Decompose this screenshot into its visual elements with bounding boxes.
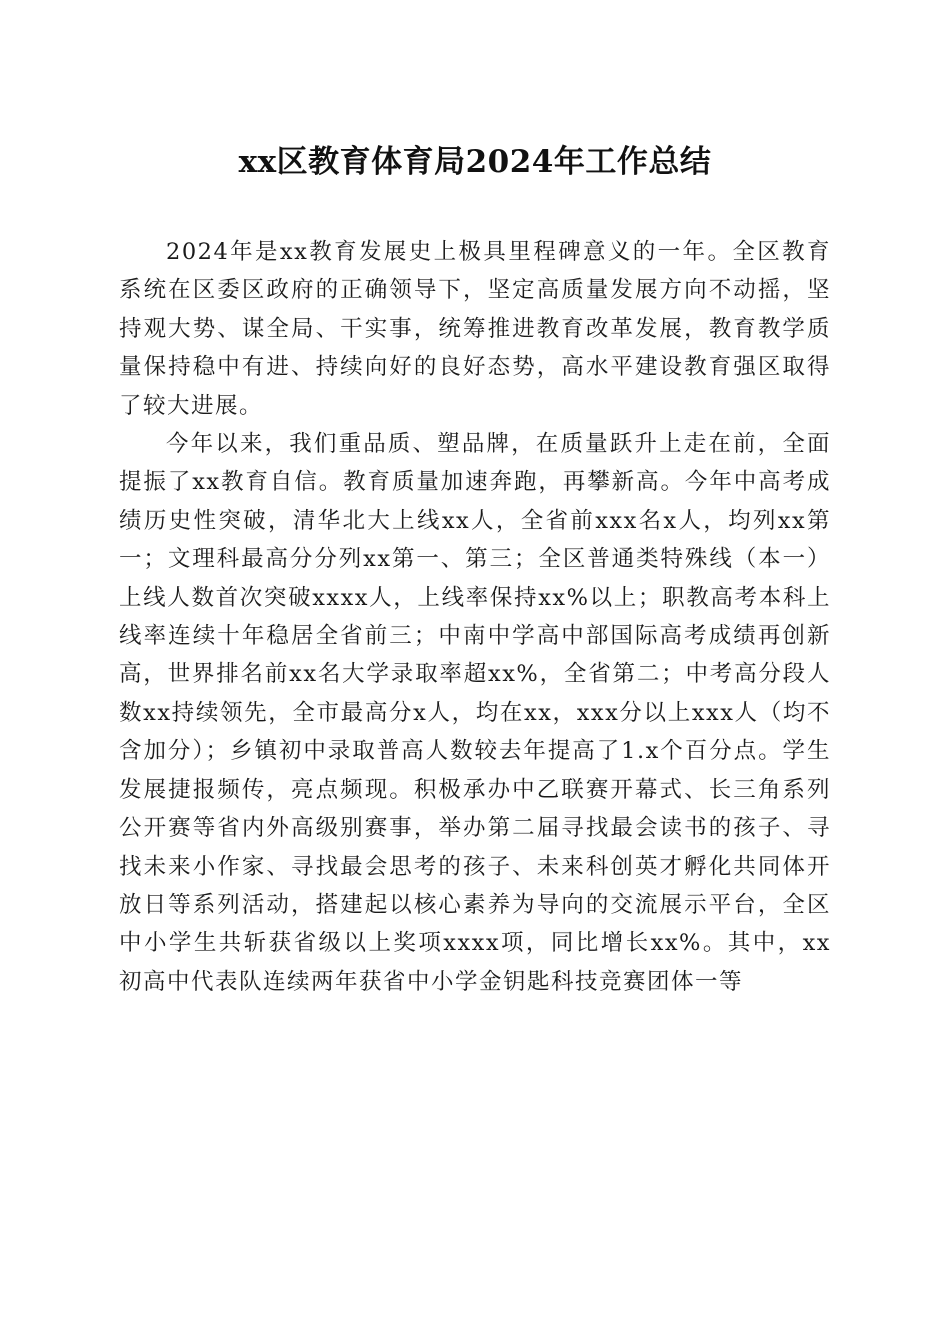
- paragraph-intro: 2024年是xx教育发展史上极具里程碑意义的一年。全区教育系统在区委区政府的正确领导下，坚定高质量发展方向不动摇，坚持观大势、谋全局、干实事，统筹推进教育改革发展，教育教学质量保持稳中有进、持续向好的良好态势，高水平建设教育强区取得了较大进展。: [119, 239, 831, 419]
- document-title: xx区教育体育局2024年工作总结: [238, 144, 712, 180]
- document-body: [119, 233, 831, 1001]
- paragraph-achievements: 今年以来，我们重品质、塑品牌，在质量跃升上走在前，全面提振了xx教育自信。教育质量加速奔跑，再攀新高。今年中高考成绩历史性突破，清华北大上线xx人，全省前xxx名x人，均列xx第一；文理科最高分分列xx第一、第三；全区普通类特殊线（本一）上线人数首次突破xxxx人，上线率保持xx%以上；职教高考本科上线率连续十年稳居全省前三；中南中学高中部国际高考成绩再创新高，世界排名前xx名大学录取率超xx%，全省第二；中考高分段人数xx持续领先，全市最高分x人，均在xx，xxx分以上xxx人（均不含加分）；乡镇初中录取普高人数较去年提高了1.x个百分点。学生发展捷报频传，亮点频现。积极承办中乙联赛开幕式、长三角系列公开赛等省内外高级别赛事，举办第二届寻找最会读书的孩子、寻找未来小作家、寻找最会思考的孩子、未来科创英才孵化共同体开放日等系列活动，搭建起以核心素养为导向的交流展示平台，全区中小学生共斩获省级以上奖项xxxx项，同比增长xx%。其中，xx初高中代表队连续两年获省中小学金钥匙科技竞赛团体一等: [119, 431, 831, 995]
